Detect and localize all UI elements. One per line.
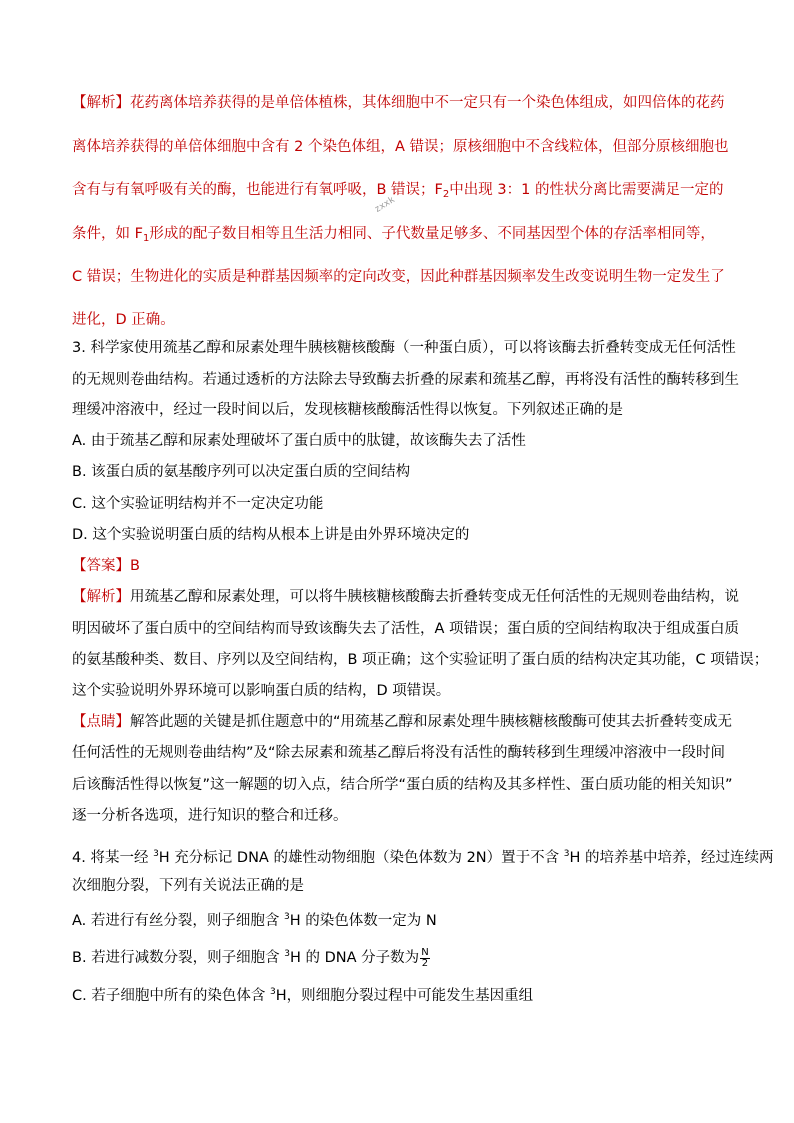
q3-stem-line-1: 3. 科学家使用巯基乙醇和尿素处理牛胰核糖核酸酶（一种蛋白质），可以将该酶去折叠转变成无任何活性 [72,340,736,356]
stem-text: 4. 将某一经 [72,850,154,866]
fraction [420,948,429,969]
watermark: zxxk [372,195,397,215]
q4-option-c [72,982,533,1006]
explanation-tag: 【解析】 [72,95,130,111]
q4-stem-line-1 [72,844,774,868]
explanation-text: 中出现 3：1 的性状分离比需要满足一定的 [449,182,724,198]
explanation-text: 条件，如 F [72,226,143,242]
option-text: H 的 DNA 分子数为 [290,950,420,966]
option-text: C. 若子细胞中所有的染色体含 [72,988,270,1004]
q2-explanation-line-5: C 错误；生物进化的实质是种群基因频率的定向改变，因此种群基因频率发生改变说明生物一定发生了 [72,269,725,285]
superscript: 3 [563,849,570,859]
q3-option-c: C. 这个实验证明结构并不一定决定功能 [72,496,324,512]
answer-value: B [130,558,140,574]
q2-explanation-line-2: 离体培养获得的单倍体细胞中含有 2 个染色体组，A 错误；原核细胞中不含线粒体，但部分原核细胞也 [72,139,729,155]
q3-explanation-line-2: 明因破坏了蛋白质中的空间结构而导致该酶失去了活性，A 项错误；蛋白质的空间结构取决于组成蛋白质 [72,621,740,637]
explanation-text: 花药离体培养获得的是单倍体植株，其体细胞中不一定只有一个染色体组成，如四倍体的花药 [130,95,725,111]
superscript: 3 [153,849,159,859]
q3-explanation-line-1 [72,587,739,607]
q2-explanation-line-3 [72,180,723,205]
answer-tag: 【答案】 [72,558,130,574]
comment-text: 解答此题的关键是抓住题意中的“用巯基乙醇和尿素处理牛胰核糖核酸酶可使其去折叠转变成无 [130,714,733,730]
q3-option-b: B. 该蛋白质的氨基酸序列可以决定蛋白质的空间结构 [72,464,411,480]
q3-stem-line-2: 的无规则卷曲结构。若通过透析的方法除去导致酶去折叠的尿素和巯基乙醇，再将没有活性的酶转移到生 [72,372,739,388]
q3-comment-line-1 [72,712,732,732]
q2-explanation-line-4 [72,224,715,249]
explanation-text: 用巯基乙醇和尿素处理，可以将牛胰核糖核酸酶去折叠转变成无任何活性的无规则卷曲结构，说 [130,589,739,605]
q3-option-d: D. 这个实验说明蛋白质的结构从根本上讲是由外界环境决定的 [72,527,470,543]
q2-explanation-line-6: 进化，D 正确。 [72,312,175,328]
q2-explanation-line-1 [72,93,725,113]
explanation-text: 形成的配子数目相等且生活力相同、子代数量足够多、不同基因型个体的存活率相同等， [149,226,715,242]
superscript: 3 [284,949,291,959]
q3-comment-line-2: 任何活性的无规则卷曲结构”及“除去尿素和巯基乙醇后将没有活性的酶转移到生理缓冲溶液中一段时间 [72,745,726,761]
q3-explanation-line-4: 这个实验说明外界环境可以影响蛋白质的结构，D 项错误。 [72,683,451,699]
q3-comment-line-4: 逐一分析各选项，进行知识的整合和迁移。 [72,808,348,824]
q3-stem-line-3: 理缓冲溶液中，经过一段时间以后，发现核糖核酸酶活性得以恢复。下列叙述正确的是 [72,402,623,418]
superscript: 3 [284,912,290,922]
fraction-denominator: 2 [421,957,429,969]
q4-stem-line-2: 次细胞分裂，下列有关说法正确的是 [72,878,304,894]
option-text: H，则细胞分裂过程中可能发生基因重组 [275,988,534,1004]
explanation-text: 含有与有氧呼吸有关的酶，也能进行有氧呼吸，B 错误；F [72,182,443,198]
option-text: B. 若进行减数分裂，则子细胞含 [72,950,285,966]
subscript: 1 [142,233,150,244]
q4-option-a [72,907,437,931]
q3-answer [72,556,140,576]
explanation-tag: 【解析】 [72,589,130,605]
option-text: A. 若进行有丝分裂，则子细胞含 [72,913,284,929]
q3-explanation-line-3: 的氨基酸种类、数目、序列以及空间结构，B 项正确；这个实验证明了蛋白质的结构决定其功能，C 项错误； [72,652,769,668]
superscript: 3 [269,987,276,997]
comment-tag: 【点睛】 [72,714,130,730]
q3-comment-line-3: 后该酶活性得以恢复”这一解题的切入点，结合所学“蛋白质的结构及其多样性、蛋白质功能的相关知识” [72,777,733,793]
stem-text: H 的培养基中培养，经过连续两 [569,850,774,866]
option-text: H 的染色体数一定为 N [289,913,437,929]
stem-text: H 充分标记 DNA 的雄性动物细胞（染色体数为 2N）置于不含 [158,850,564,866]
q4-option-b [72,944,430,969]
subscript: 2 [442,189,450,200]
fraction-numerator: N [421,946,429,958]
q3-option-a: A. 由于巯基乙醇和尿素处理破坏了蛋白质中的肽键，故该酶失去了活性 [72,433,526,449]
